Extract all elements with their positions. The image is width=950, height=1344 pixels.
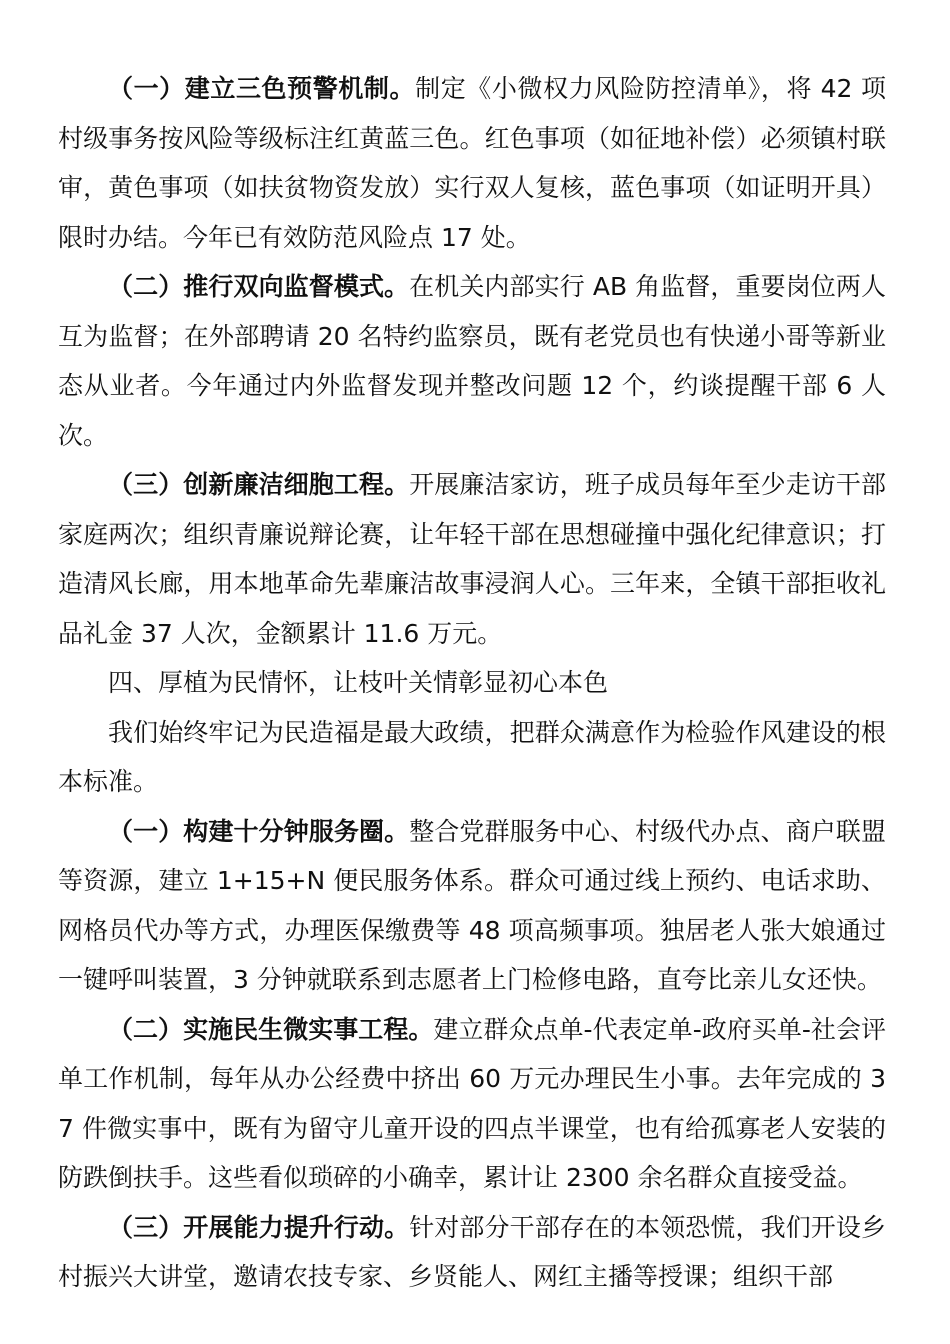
- paragraph-two-way-supervision: [58, 262, 886, 460]
- paragraph-service-circle: [58, 807, 886, 1005]
- paragraph-text: 四、厚植为民情怀，让枝叶关情彰显初心本色: [108, 668, 609, 697]
- paragraph-text: 我们始终牢记为民造福是最大政绩，把群众满意作为检验作风建设的根本标准。: [58, 717, 886, 796]
- paragraph-livelihood-projects: [58, 1005, 886, 1203]
- paragraph-capacity-building: [58, 1203, 886, 1302]
- paragraph-text: 在机关内部实行 AB 角监督，重要岗位两人互为监督；在外部聘请 20 名特约监察员，既有老党员也有快递小哥等新业态从业者。今年通过内外监督发现并整改问题 12 个，约谈提醒干部 6 人次。: [58, 272, 886, 450]
- paragraph-heading: （一）建立三色预警机制。: [108, 74, 416, 103]
- paragraph-text: 开展廉洁家访，班子成员每年至少走访干部家庭两次；组织青廉说辩论赛，让年轻干部在思想碰撞中强化纪律意识；打造清风长廊，用本地革命先辈廉洁故事浸润人心。三年来，全镇干部拒收礼品礼金 37 人次，金额累计 11.6 万元。: [58, 470, 886, 648]
- paragraph-integrity-cell: [58, 460, 886, 658]
- paragraph-heading: （三）创新廉洁细胞工程。: [108, 470, 410, 499]
- paragraph-intro: [58, 708, 886, 807]
- section-heading-four: [58, 658, 886, 708]
- paragraph-text: 针对部分干部存在的本领恐慌，我们开设乡村振兴大讲堂，邀请农技专家、乡贤能人、网红主播等授课；组织干部: [58, 1212, 886, 1291]
- paragraph-heading: （一）构建十分钟服务圈。: [108, 816, 410, 846]
- paragraph-text: 整合党群服务中心、村级代办点、商户联盟等资源，建立 1+15+N 便民服务体系。群众可通过线上预约、电话求助、网格员代办等方式，办理医保缴费等 48 项高频事项。独居老人张大娘通过一键呼叫装置，3 分钟就联系到志愿者上门检修电路，直夸比亲儿女还快。: [58, 816, 886, 994]
- paragraph-heading: （三）开展能力提升行动。: [108, 1212, 410, 1242]
- paragraph-text: 制定《小微权力风险防控清单》，将 42 项村级事务按风险等级标注红黄蓝三色。红色事项（如征地补偿）必须镇村联审，黄色事项（如扶贫物资发放）实行双人复核，蓝色事项（如证明开具）限时办结。今年已有效防范风险点 17 处。: [58, 74, 886, 252]
- paragraph-text: 建立群众点单-代表定单-政府买单-社会评单工作机制，每年从办公经费中挤出 60 万元办理民生小事。去年完成的 37 件微实事中，既有为留守儿童开设的四点半课堂，也有给孤寡老人安装的防跌倒扶手。这些看似琐碎的小确幸，累计让 2300 余名群众直接受益。: [58, 1014, 886, 1192]
- paragraph-three-color-warning: [58, 64, 886, 262]
- paragraph-heading: （二）实施民生微实事工程。: [108, 1014, 434, 1044]
- paragraph-heading: （二）推行双向监督模式。: [108, 272, 410, 301]
